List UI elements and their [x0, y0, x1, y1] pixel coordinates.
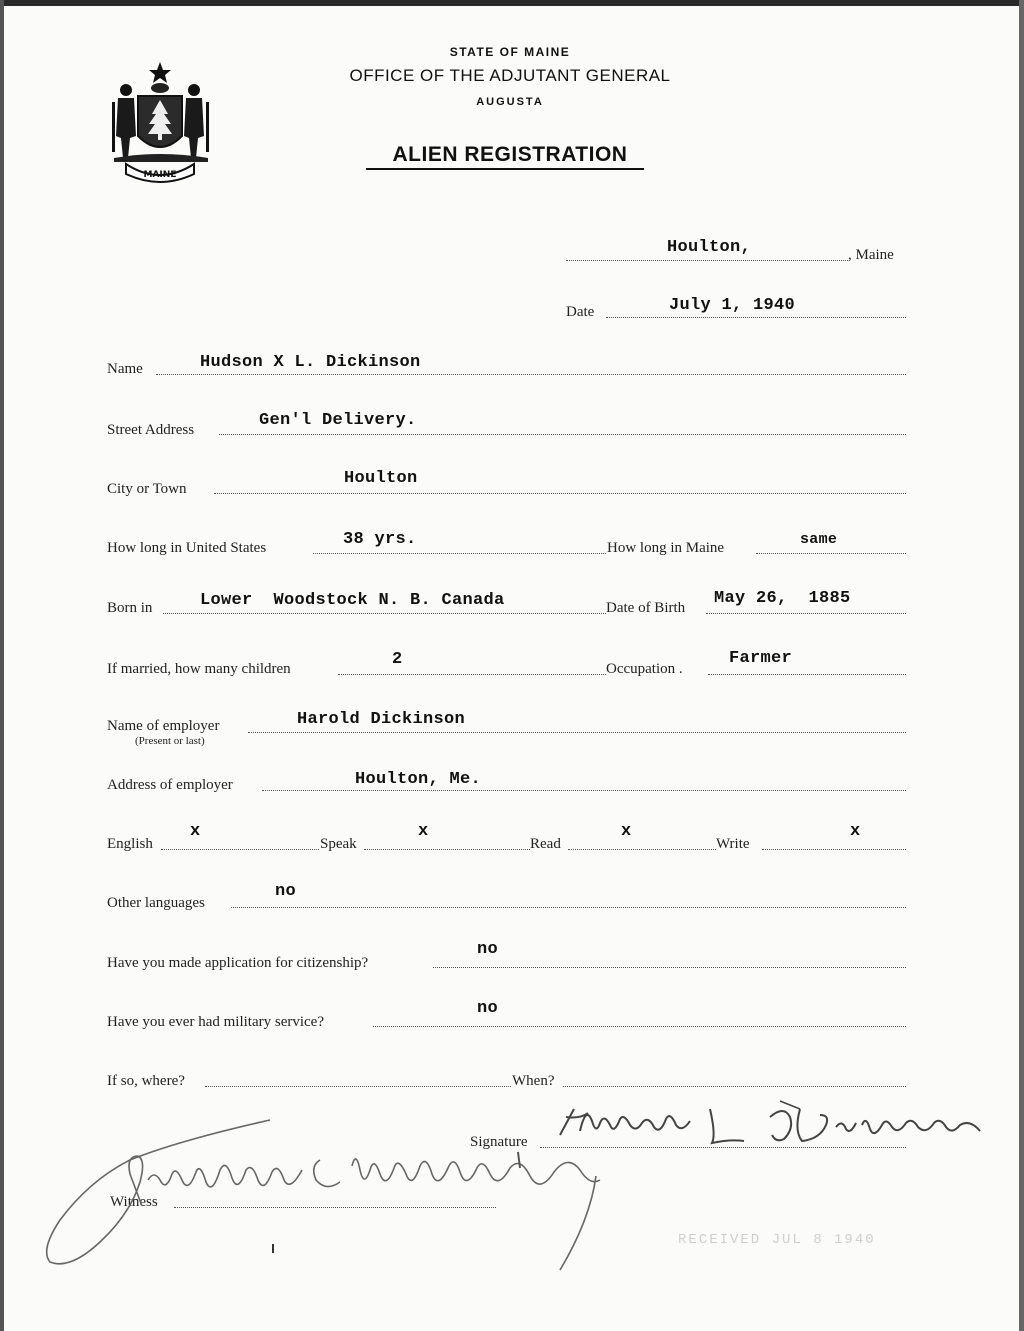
seal-banner-text: MAINE [143, 170, 177, 180]
citizenship-value: no [477, 940, 499, 959]
date-line [606, 317, 906, 318]
place-value: Houlton, [667, 238, 752, 257]
place-suffix: , Maine [848, 247, 894, 263]
date-value: July 1, 1940 [669, 296, 796, 315]
form-title: ALIEN REGISTRATION [392, 143, 628, 166]
speak-label: Speak [320, 836, 357, 852]
header-state: STATE OF MAINE [449, 45, 571, 59]
citizenship-label: Have you made application for citizenship? [107, 955, 369, 971]
city-line [214, 493, 906, 494]
name-label: Name [107, 361, 143, 377]
speak-value: x [418, 822, 429, 841]
employer-name-label: Name of employer [107, 718, 220, 734]
how-long-us-value: 38 yrs. [343, 530, 417, 549]
military-label: Have you ever had military service? [107, 1014, 324, 1030]
city-label: City or Town [107, 481, 187, 497]
how-long-maine-value: same [800, 531, 838, 548]
when-label: When? [512, 1073, 555, 1089]
write-label: Write [716, 836, 750, 852]
read-label: Read [530, 836, 561, 852]
street-address-line [219, 434, 906, 435]
margin-tick [272, 1244, 274, 1253]
employer-address-line [262, 790, 906, 791]
speak-line [364, 849, 530, 850]
how-long-maine-line [756, 553, 906, 554]
employer-name-sublabel: (Present or last) [135, 735, 205, 747]
place-line [566, 260, 848, 261]
english-label: English [107, 836, 153, 852]
military-line [373, 1026, 906, 1027]
date-of-birth-line [706, 613, 906, 614]
when-line [563, 1086, 906, 1087]
how-long-us-line [313, 553, 606, 554]
state-seal-icon [108, 58, 224, 184]
scan-edge-top [0, 0, 1024, 6]
city-value: Houlton [344, 469, 418, 488]
name-value: Hudson X L. Dickinson [200, 353, 421, 372]
born-in-label: Born in [107, 600, 153, 616]
header-city: AUGUSTA [476, 96, 544, 108]
english-line [161, 849, 319, 850]
header-office: OFFICE OF THE ADJUTANT GENERAL [349, 66, 671, 85]
other-languages-value: no [275, 882, 297, 901]
read-line [568, 849, 716, 850]
street-address-value: Gen'l Delivery. [259, 411, 417, 430]
citizenship-line [433, 967, 906, 968]
signature-label: Signature [470, 1134, 528, 1150]
english-value: x [190, 822, 201, 841]
occupation-label: Occupation . [606, 661, 683, 677]
children-label: If married, how many children [107, 661, 291, 677]
name-line [156, 374, 906, 375]
how-long-maine-label: How long in Maine [607, 540, 725, 556]
other-languages-label: Other languages [107, 895, 205, 911]
employer-name-value: Harold Dickinson [297, 710, 466, 729]
handwritten-signature-witness [20, 1110, 640, 1280]
witness-label: Witness [110, 1194, 158, 1210]
scan-edge-right [1019, 0, 1024, 1331]
how-long-us-label: How long in United States [107, 540, 267, 556]
employer-name-line [248, 732, 906, 733]
born-in-value: Lower Woodstock N. B. Canada [200, 591, 505, 610]
children-value: 2 [392, 650, 403, 669]
date-of-birth-label: Date of Birth [606, 600, 686, 616]
occupation-value: Farmer [729, 649, 793, 668]
other-languages-line [231, 907, 906, 908]
employer-address-value: Houlton, Me. [355, 770, 482, 789]
write-value: x [850, 822, 861, 841]
title-underline [366, 168, 644, 170]
date-of-birth-value: May 26, 1885 [714, 589, 851, 608]
where-label: If so, where? [107, 1073, 185, 1089]
where-line [205, 1086, 511, 1087]
born-in-line [163, 613, 606, 614]
employer-address-label: Address of employer [107, 777, 233, 793]
write-line [762, 849, 906, 850]
received-stamp: RECEIVED JUL 8 1940 [678, 1232, 876, 1248]
street-address-label: Street Address [107, 422, 195, 438]
occupation-line [708, 674, 906, 675]
military-value: no [477, 999, 499, 1018]
read-value: x [621, 822, 632, 841]
scan-edge-left [0, 0, 4, 1331]
children-line [338, 674, 606, 675]
date-label: Date [566, 304, 595, 320]
